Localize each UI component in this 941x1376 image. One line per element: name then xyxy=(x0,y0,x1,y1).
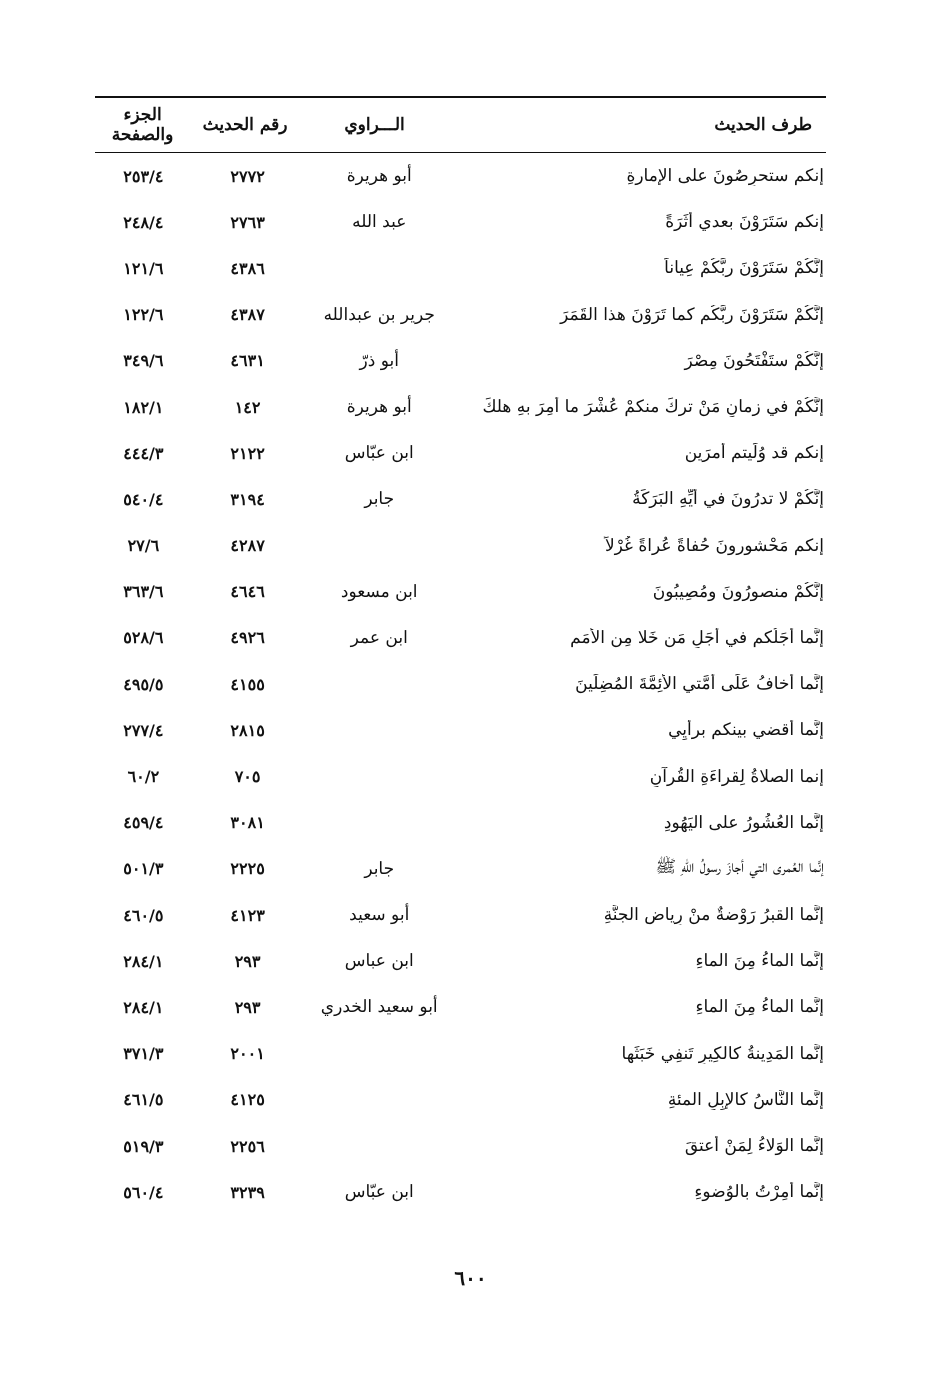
volume-page-cell: ٤٥٩/٤ xyxy=(123,813,164,833)
header-narrator: الـــراوي xyxy=(344,115,405,135)
volume-page-cell: ٤٦٠/٥ xyxy=(123,905,164,925)
header-volume-page: الجزء والصفحة xyxy=(111,105,174,145)
hadith-number-cell: ٧٠٥ xyxy=(234,767,261,787)
hadith-number-cell: ٤١٢٣ xyxy=(230,905,265,925)
table-row xyxy=(95,569,826,615)
hadith-number-cell: ٢٩٣ xyxy=(234,997,261,1017)
hadith-number-cell: ٢٢٢٥ xyxy=(230,859,265,879)
volume-page-cell: ٤٩٥/٥ xyxy=(123,674,164,694)
volume-page-cell: ٤٦١/٥ xyxy=(123,1090,164,1110)
hadith-text-cell: إنَّما الوَلاءُ لِمَنْ أَعتقَ xyxy=(684,1136,824,1157)
table-row xyxy=(95,1169,826,1215)
volume-page-cell: ١٨٢/١ xyxy=(123,397,164,417)
hadith-number-cell: ٢٨١٥ xyxy=(230,720,265,740)
table-row xyxy=(95,1077,826,1123)
volume-page-cell: ٥٤٠/٤ xyxy=(123,489,164,509)
table-row xyxy=(95,384,826,430)
hadith-number-cell: ٣٠٨١ xyxy=(230,813,265,833)
volume-page-cell: ٢٤٨/٤ xyxy=(123,212,164,232)
volume-page-cell: ٥٢٨/٦ xyxy=(123,628,164,648)
narrator-cell: أبو هريرة xyxy=(346,166,412,187)
volume-page-cell: ٢٥٣/٤ xyxy=(123,166,164,186)
narrator-cell: عبد الله xyxy=(352,212,407,233)
narrator-cell: ابن عبّاس xyxy=(344,443,414,464)
table-header xyxy=(95,98,826,153)
hadith-number-cell: ٢٧٦٣ xyxy=(230,212,265,232)
table-body xyxy=(95,153,826,1215)
hadith-text-cell: إنَّما الماءُ مِنَ الماءِ xyxy=(695,997,824,1018)
table-row xyxy=(95,753,826,799)
volume-page-cell: ٥٠١/٣ xyxy=(123,859,164,879)
hadith-text-cell: إنَّما أَجَلُكم في أَجَلِ مَن خَلا مِن الأُمَمِ xyxy=(570,627,824,648)
hadith-text-cell: إنما الصلاةُ لِقراءَةِ القُرآنِ xyxy=(649,766,824,787)
hadith-number-cell: ٢٠٠١ xyxy=(230,1044,265,1064)
volume-page-cell: ٦٠/٢ xyxy=(127,767,160,787)
hadith-text-cell: إنكم قد وُلِّيتم أمرَين xyxy=(684,443,824,464)
table-row xyxy=(95,938,826,984)
hadith-text-cell: إنكم ستحرِصُونَ على الإمارةِ xyxy=(626,166,824,187)
volume-page-cell: ٢٨٤/١ xyxy=(123,997,164,1017)
table-row xyxy=(95,245,826,291)
hadith-number-cell: ٤٣٨٧ xyxy=(230,305,265,325)
volume-page-cell: ٢٧٧/٤ xyxy=(123,720,164,740)
hadith-text-cell: إنَّكُمْ ستَفْتَحُونَ مِصْرَ xyxy=(684,350,824,371)
table-row xyxy=(95,430,826,476)
hadith-text-cell: إنَّكُمْ في زمانٍ مَنْ تركَ منكمْ عُشْرَ ما أُمِرَ بهِ هلكَ xyxy=(482,397,824,418)
table-row xyxy=(95,846,826,892)
narrator-cell: أبو سعيد الخدري xyxy=(320,997,438,1018)
narrator-cell: ابن عمر xyxy=(350,627,408,648)
hadith-text-cell: إنَّما المَدِينةُ كالكِيرِ تَنفِي خَبَثَها xyxy=(621,1043,824,1064)
table-row xyxy=(95,338,826,384)
hadith-text-cell: إنَّما الماءُ مِنَ الماءِ xyxy=(695,951,824,972)
volume-page-cell: ٣٦٣/٦ xyxy=(123,582,164,602)
hadith-text-cell: إنَّما أَخافُ عَلَى أُمَّتي الأَئِمَّةَ المُضِلِّينَ xyxy=(575,674,824,695)
hadith-number-cell: ٣٢٣٩ xyxy=(230,1182,265,1202)
table-row xyxy=(95,661,826,707)
hadith-text-cell: إنكم مَحْشورونَ حُفاةً عُراةً غُرْلاً xyxy=(604,535,824,556)
hadith-number-cell: ١٤٢ xyxy=(234,397,261,417)
table-row xyxy=(95,1031,826,1077)
volume-page-cell: ٣٧١/٣ xyxy=(123,1044,164,1064)
table-row xyxy=(95,523,826,569)
table-row xyxy=(95,615,826,661)
volume-page-cell: ٢٨٤/١ xyxy=(123,951,164,971)
hadith-text-cell: إنَّكُمْ سَتَرَوْنَ ربَّكُمْ عِياناً xyxy=(664,258,824,279)
hadith-number-cell: ٢٩٣ xyxy=(234,951,261,971)
hadith-text-cell: إنَّما القبرُ رَوْضةٌ منْ رِياضِ الجنَّةِ xyxy=(603,905,824,926)
volume-page-cell: ٤٤٤/٣ xyxy=(123,443,164,463)
table-row xyxy=(95,984,826,1030)
hadith-text-cell: إنَّكُمْ سَتَرَوْنَ ربَّكُم كما تَرَوْنَ هذا القَمَرَ xyxy=(560,304,824,325)
table-row xyxy=(95,1123,826,1169)
table-row xyxy=(95,199,826,245)
page-number: ٦٠٠ xyxy=(454,1266,487,1290)
hadith-number-cell: ٤١٢٥ xyxy=(230,1090,265,1110)
narrator-cell: جابر xyxy=(364,489,395,510)
table-row xyxy=(95,292,826,338)
hadith-number-cell: ٢٢٥٦ xyxy=(230,1136,265,1156)
hadith-text-cell: إنكم سَتَرَوْنَ بعدي أَثَرَةً xyxy=(665,212,824,233)
table-row xyxy=(95,800,826,846)
narrator-cell: ابن عبّاس xyxy=(344,1182,414,1203)
hadith-number-cell: ٢٧٧٢ xyxy=(230,166,265,186)
hadith-number-cell: ٤٦٣١ xyxy=(230,351,265,371)
hadith-text-cell: إنَّما أقضي بينكم برأْيِي xyxy=(668,720,824,741)
narrator-cell: ابن عباس xyxy=(344,951,414,972)
hadith-text-cell: إنَّما العُشُورُ على اليَهُودِ xyxy=(663,812,824,833)
volume-page-cell: ٢٧/٦ xyxy=(127,536,160,556)
volume-page-cell: ٣٤٩/٦ xyxy=(123,351,164,371)
narrator-cell: جرير بن عبدالله xyxy=(323,304,435,325)
hadith-index-table xyxy=(95,96,826,1215)
narrator-cell: أبو سعيد xyxy=(349,905,410,926)
hadith-number-cell: ٤١٥٥ xyxy=(230,674,265,694)
narrator-cell: جابر xyxy=(364,858,395,879)
volume-page-cell: ٥١٩/٣ xyxy=(123,1136,164,1156)
hadith-text-cell: إنَّكُمْ منصورُونَ ومُصِيبُونَ xyxy=(652,581,824,602)
table-row xyxy=(95,153,826,199)
table-row xyxy=(95,707,826,753)
hadith-text-cell: إنَّما العُمرى التي أجازَ رسولُ اللهِ ﷺ xyxy=(655,857,824,878)
header-hadith-text: طرف الحديث xyxy=(714,115,812,135)
hadith-number-cell: ٤٣٨٦ xyxy=(230,258,265,278)
header-hadith-number: رقم الحديث xyxy=(202,115,288,135)
hadith-text-cell: إنَّكُمْ لا تدرُونَ في أيِّهِ البَرَكَةُ xyxy=(632,489,824,510)
table-row xyxy=(95,892,826,938)
narrator-cell: أبو ذرّ xyxy=(359,350,399,371)
volume-page-cell: ٥٦٠/٤ xyxy=(123,1182,164,1202)
hadith-text-cell: إنَّما أُمِرْتُ بالوُضوءِ xyxy=(694,1182,824,1203)
narrator-cell: ابن مسعود xyxy=(340,581,418,602)
hadith-number-cell: ٤٢٨٧ xyxy=(230,536,265,556)
hadith-number-cell: ٢١٢٢ xyxy=(230,443,265,463)
narrator-cell: أبو هريرة xyxy=(346,397,412,418)
volume-page-cell: ١٢٢/٦ xyxy=(123,305,164,325)
hadith-text-cell: إنَّما النَّاسُ كالإِبِلِ المئةِ xyxy=(667,1089,824,1110)
hadith-number-cell: ٣١٩٤ xyxy=(230,489,265,509)
hadith-number-cell: ٤٦٤٦ xyxy=(230,582,265,602)
table-row xyxy=(95,476,826,522)
hadith-number-cell: ٤٩٢٦ xyxy=(230,628,265,648)
volume-page-cell: ١٢١/٦ xyxy=(123,258,164,278)
